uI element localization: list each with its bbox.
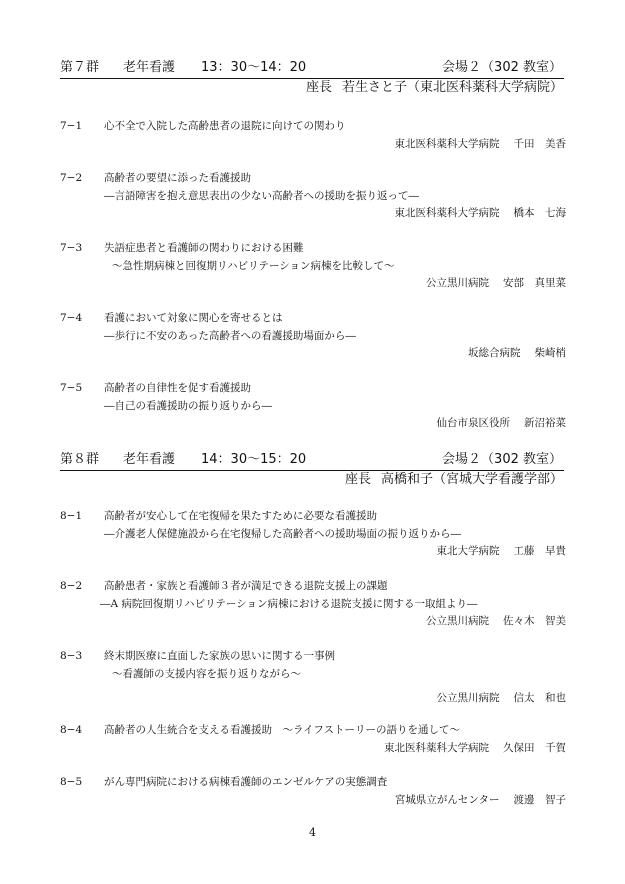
group-name: 第７群 xyxy=(60,60,100,75)
chair-line xyxy=(306,80,563,96)
item-presenter-name: 柴崎梢 xyxy=(534,347,566,359)
item-affiliation: 公立黒川病院 xyxy=(436,692,500,704)
item-presenter-name: 久保田 千賀 xyxy=(503,741,566,754)
page-number: 4 xyxy=(309,826,316,839)
item-subtitle: ―A 病院回復期リハビリテーション病棟における退院支援に関する一取組より― xyxy=(100,597,478,610)
item-subtitle: ―歩行に不安のあった高齢者への看護援助場面から― xyxy=(104,329,356,342)
item-title: 高齢患者・家族と看護師３者が満足できる退院支援上の課題 xyxy=(104,580,388,592)
item-subtitle: ―介護老人保健施設から在宅復帰した高齢者への援助場面の振り返りから― xyxy=(104,527,461,540)
item-number: 8−5 xyxy=(60,776,83,788)
item-presenter xyxy=(60,205,566,223)
item-affiliation: 宮城県立がんセンター xyxy=(394,793,500,806)
group-category: 老年看護 xyxy=(123,60,176,75)
item-presenter xyxy=(60,543,566,561)
item-presenter-name: 工藤 早貴 xyxy=(513,545,566,557)
item-presenter xyxy=(60,613,566,631)
item-number: 8−1 xyxy=(60,510,83,522)
item-subtitle: ～急性期病棟と回復期リハビリテーション病棟を比較して～ xyxy=(112,259,395,272)
item-presenter-name: 信太 和也 xyxy=(513,692,566,704)
group-time: 14：30～15：20 xyxy=(201,452,307,467)
list-item xyxy=(60,310,566,363)
list-item xyxy=(60,648,566,708)
item-number: 7−3 xyxy=(60,242,83,254)
group-header xyxy=(60,60,564,79)
chair-name: 若生さと子（東北医科薬科大学病院） xyxy=(341,80,563,95)
chair-line xyxy=(345,472,563,488)
list-item xyxy=(60,722,566,757)
group-time: 13：30～14：20 xyxy=(201,60,307,75)
list-item xyxy=(60,578,566,631)
item-subtitle: ～看護師の支援内容を振り返りながら～ xyxy=(112,667,301,680)
item-presenter xyxy=(60,792,566,810)
item-presenter-name: 安部 真里菜 xyxy=(503,277,566,289)
group-header xyxy=(60,452,564,471)
item-presenter xyxy=(60,275,566,293)
item-presenter xyxy=(60,740,566,758)
item-affiliation: 公立黒川病院 xyxy=(426,277,489,289)
item-title: 高齢者が安心して在宅復帰を果たすために必要な看護援助 xyxy=(104,510,377,522)
item-number: 7−1 xyxy=(60,120,83,132)
list-item xyxy=(60,380,566,433)
group-venue: 会場２（302 教室） xyxy=(442,452,562,467)
chair-name: 高橋和子（宮城大学看護学部） xyxy=(380,472,563,487)
item-presenter xyxy=(60,345,566,363)
item-number: 7−4 xyxy=(60,312,83,324)
chair-label: 座長 xyxy=(344,472,371,487)
item-number: 7−5 xyxy=(60,382,83,394)
item-presenter xyxy=(60,690,566,708)
item-affiliation: 公立黒川病院 xyxy=(426,615,489,627)
list-item xyxy=(60,508,566,561)
item-affiliation: 東北大学病院 xyxy=(436,545,500,557)
group-venue: 会場２（302 教室） xyxy=(442,60,562,75)
item-presenter-name: 渡邊 智子 xyxy=(513,793,566,806)
item-title: 高齢者の人生統合を支える看護援助 ～ライフストーリーの語りを通して～ xyxy=(104,724,460,736)
list-item xyxy=(60,118,566,153)
item-presenter-name: 新沼裕菜 xyxy=(524,417,566,429)
item-presenter-name: 橋本 七海 xyxy=(513,207,566,219)
item-affiliation: 東北医科薬科大学病院 xyxy=(384,741,489,754)
item-title: 心不全で入院した高齢患者の退院に向けての関わり xyxy=(104,120,346,132)
item-subtitle: ―自己の看護援助の振り返りから― xyxy=(104,399,272,412)
item-affiliation: 坂総合病院 xyxy=(468,347,521,359)
list-item xyxy=(60,774,566,809)
item-affiliation: 仙台市泉区役所 xyxy=(436,417,510,429)
item-presenter-name: 千田 美香 xyxy=(513,137,566,150)
item-title: がん専門病院における病棟看護師のエンゼルケアの実態調査 xyxy=(104,776,388,788)
item-presenter xyxy=(60,136,566,154)
item-number: 8−2 xyxy=(60,580,83,592)
item-number: 8−3 xyxy=(60,650,83,662)
list-item xyxy=(60,240,566,293)
list-item xyxy=(60,170,566,223)
item-affiliation: 東北医科薬科大学病院 xyxy=(394,207,500,219)
group-name: 第８群 xyxy=(60,452,100,467)
item-title: 高齢者の自律性を促す看護援助 xyxy=(104,382,251,394)
item-presenter-name: 佐々木 智美 xyxy=(503,615,566,627)
item-subtitle: ―言語障害を抱え意思表出の少ない高齢者への援助を振り返って― xyxy=(104,189,419,202)
item-number: 7−2 xyxy=(60,172,83,184)
item-title: 終末期医療に直面した家族の思いに関する一事例 xyxy=(104,650,335,662)
chair-label: 座長 xyxy=(305,80,332,95)
item-number: 8−4 xyxy=(60,724,83,736)
group-category: 老年看護 xyxy=(123,452,176,467)
item-presenter xyxy=(60,415,566,433)
item-title: 看護において対象に関心を寄せるとは xyxy=(104,312,283,324)
item-title: 高齢者の要望に添った看護援助 xyxy=(104,172,251,184)
item-title: 失語症患者と看護師の関わりにおける困難 xyxy=(104,242,304,254)
item-affiliation: 東北医科薬科大学病院 xyxy=(394,137,500,150)
